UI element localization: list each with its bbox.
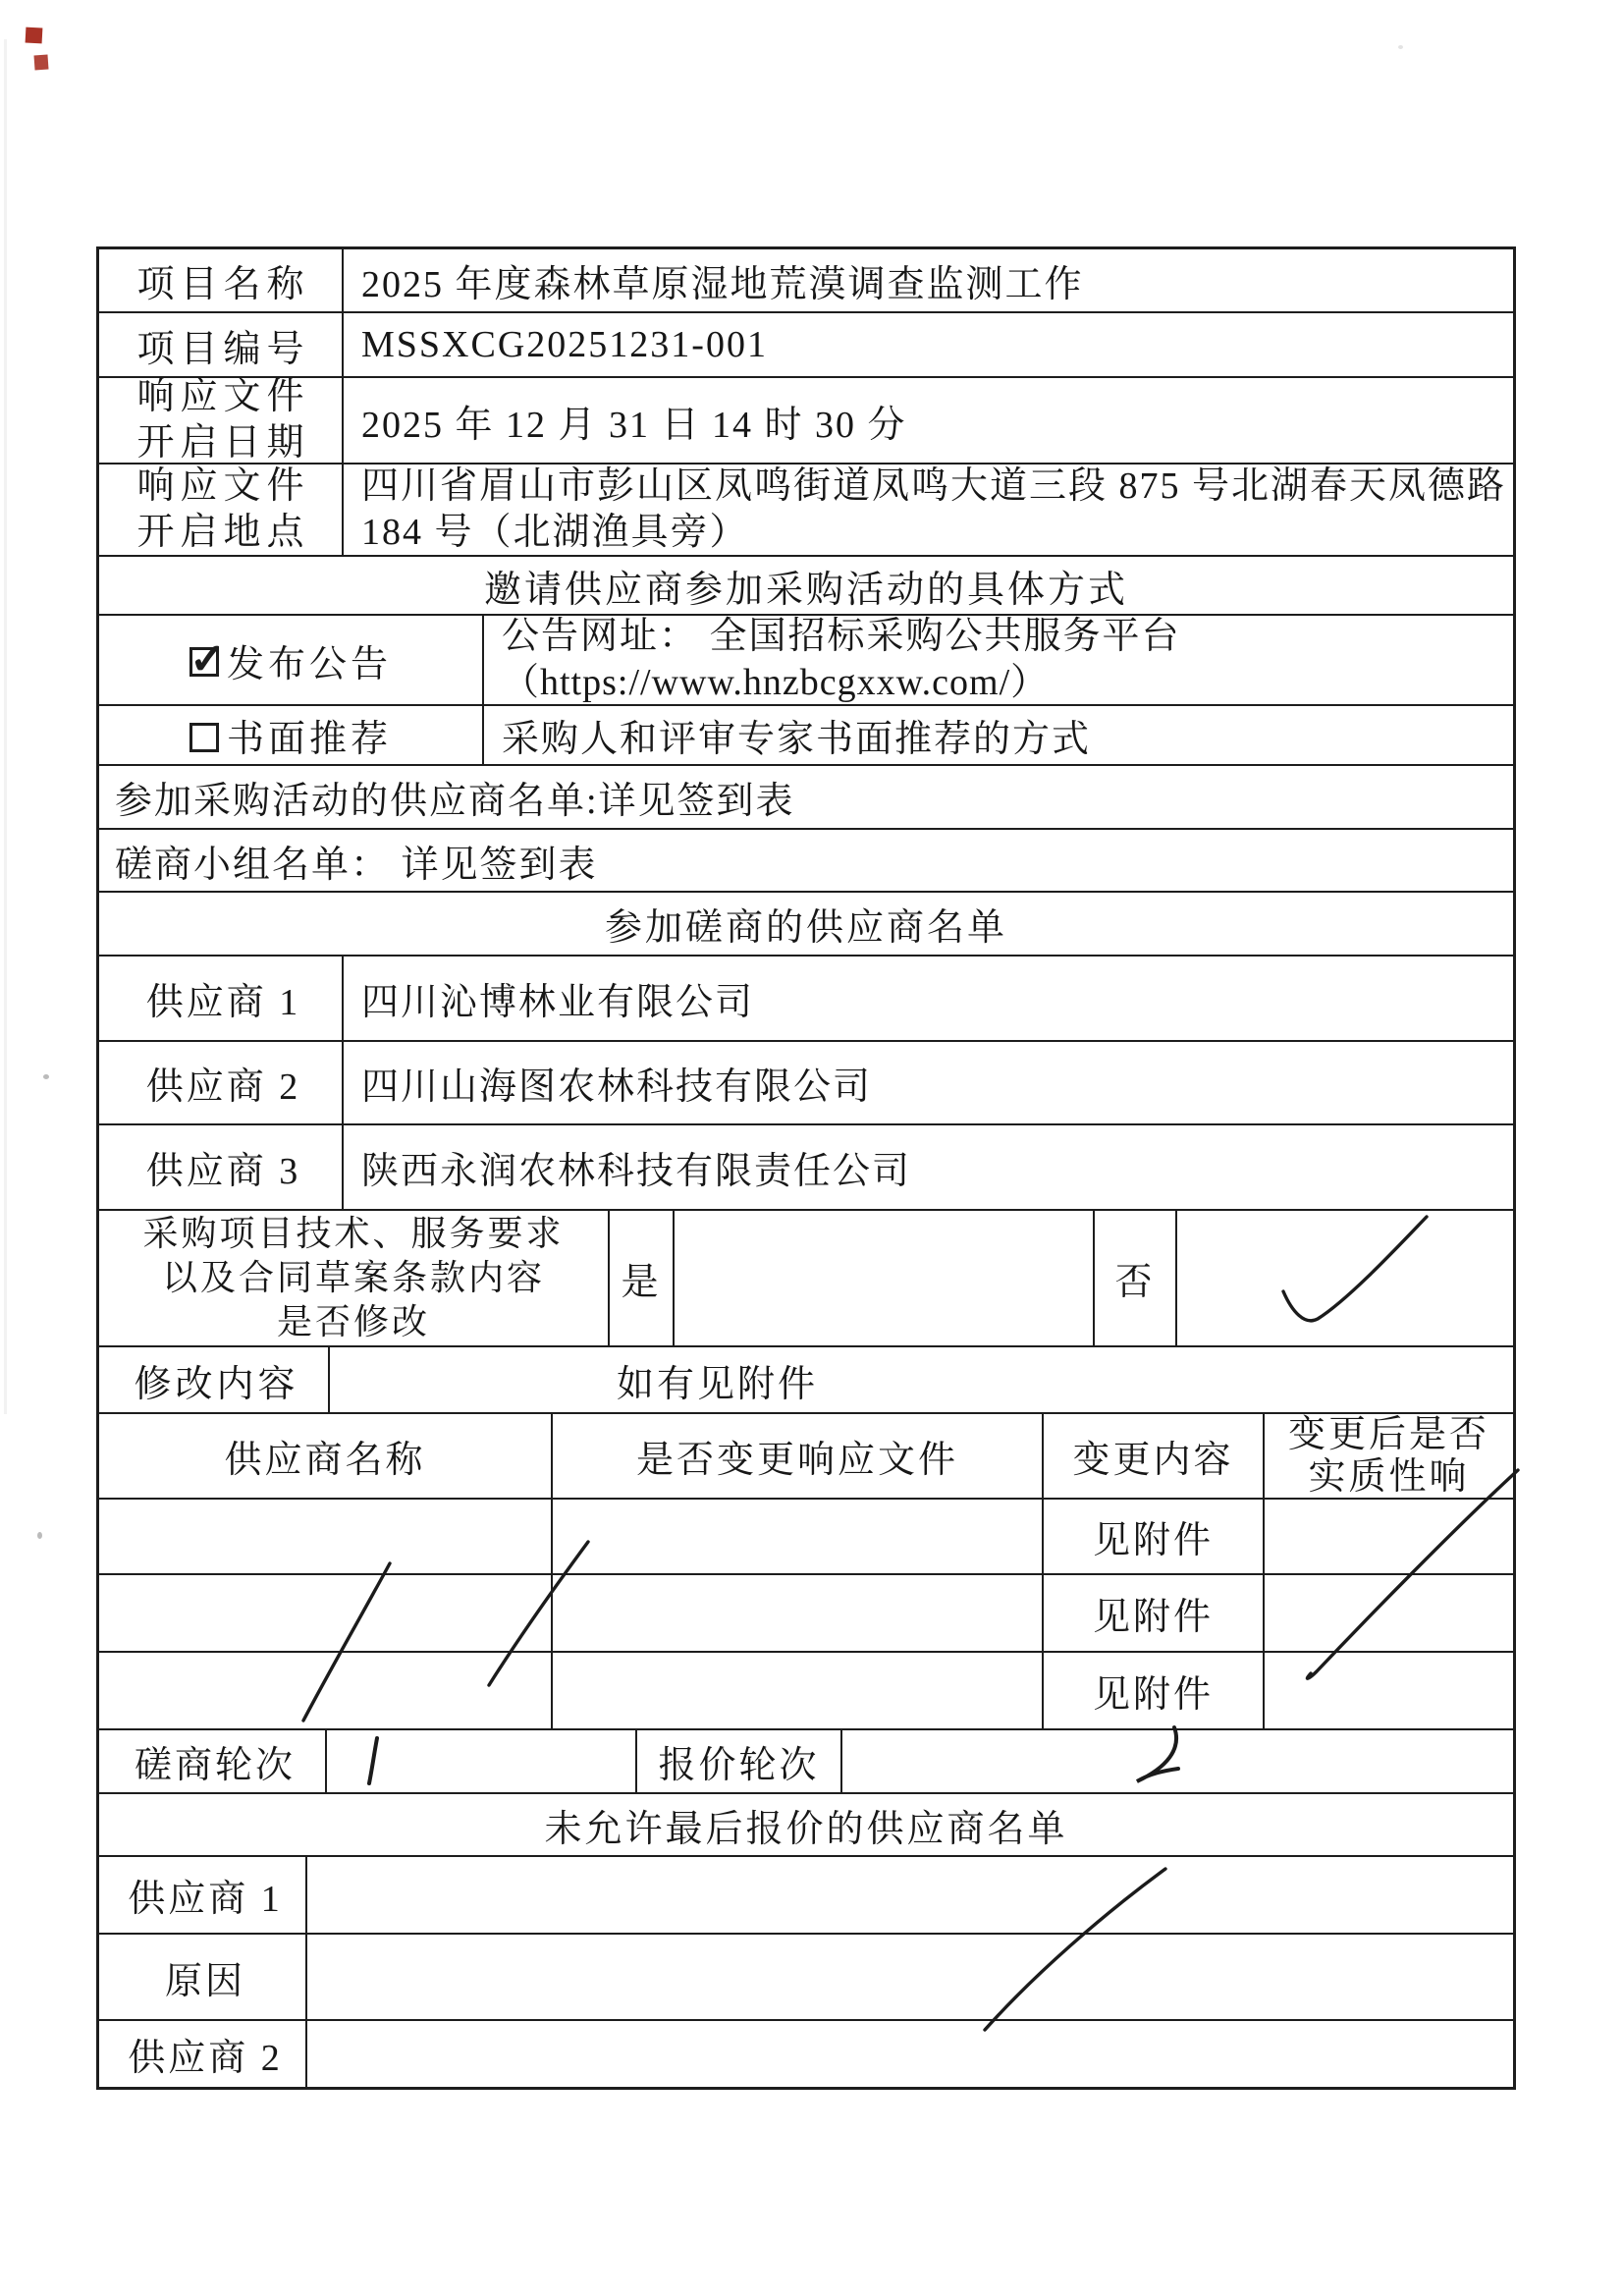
row-written-recommend	[99, 706, 1513, 766]
open-date-label-line2: 开启日期	[136, 422, 310, 464]
final-reason-label: 原因	[99, 1935, 307, 2019]
change-col-changed: 是否变更响应文件	[553, 1414, 1044, 1498]
supplier-1-name: 四川沁博林业有限公司	[361, 982, 755, 1023]
change-row1-changed-cell	[553, 1500, 1044, 1573]
change-col-substantial-line2: 实质性响	[1308, 1455, 1470, 1498]
change-row3-substantial-cell	[1265, 1653, 1513, 1728]
final-quote-row-reason	[99, 1935, 1513, 2021]
announce-site-line: 公告网址： 全国招标采购公共服务平台	[502, 616, 1181, 657]
panel-note: 磋商小组名单： 详见签到表	[115, 844, 598, 886]
open-date-value: 2025 年 12 月 31 日 14 时 30 分	[361, 404, 907, 446]
change-row3-content: 见附件	[1044, 1653, 1265, 1728]
written-recommend-label: 书面推荐	[226, 719, 392, 760]
scan-speck	[1398, 45, 1403, 49]
row-panel-note	[99, 830, 1513, 893]
project-number-label: 项目编号	[99, 313, 344, 376]
final-supplier-1-label: 供应商 1	[99, 1857, 307, 1933]
scan-speck	[43, 1074, 49, 1079]
row-participants-note	[99, 766, 1513, 830]
modify-yes-label: 是	[610, 1211, 675, 1345]
final-supplier-2-label: 供应商 2	[99, 2021, 307, 2087]
row-open-place	[99, 465, 1513, 557]
supplier-2-name: 四川山海图农林科技有限公司	[361, 1066, 873, 1108]
participants-note: 参加采购活动的供应商名单:详见签到表	[115, 781, 795, 822]
row-rounds	[99, 1730, 1513, 1794]
final-supplier-2-value-cell	[307, 2021, 1513, 2087]
row-project-number	[99, 313, 1513, 378]
modify-question-line3: 是否修改	[276, 1302, 430, 1341]
open-place-value-line1: 四川省眉山市彭山区凤鸣街道凤鸣大道三段 875 号北湖春天凤德路	[361, 465, 1507, 507]
change-col-substantial	[1265, 1414, 1513, 1498]
final-reason-value-cell	[307, 1935, 1513, 2019]
final-supplier-1-value-cell	[307, 1857, 1513, 1933]
final-quote-header: 未允许最后报价的供应商名单	[544, 1808, 1068, 1850]
project-number-value: MSSXCG20251231-001	[361, 324, 768, 365]
change-row3-changed-cell	[553, 1653, 1044, 1728]
change-col-content: 变更内容	[1044, 1414, 1265, 1498]
change-row1-substantial-cell	[1265, 1500, 1513, 1573]
row-final-quote-header	[99, 1794, 1513, 1857]
change-row3-supplier-cell	[99, 1653, 553, 1728]
change-table-row-1	[99, 1500, 1513, 1575]
change-row1-content: 见附件	[1044, 1500, 1265, 1573]
open-place-label-line2: 开启地点	[136, 512, 310, 553]
row-modify-content	[99, 1347, 1513, 1414]
quote-round-value-cell	[842, 1730, 1513, 1792]
written-recommend-value: 采购人和评审专家书面推荐的方式	[502, 719, 1092, 760]
red-corner-mark	[33, 55, 48, 71]
row-open-date	[99, 378, 1513, 465]
row-invite-header	[99, 557, 1513, 616]
procurement-form-table	[96, 246, 1516, 2090]
row-project-name	[99, 249, 1513, 313]
announce-value	[484, 616, 1513, 704]
modify-no-label: 否	[1095, 1211, 1177, 1345]
row-negotiation-header	[99, 893, 1513, 957]
negotiation-suppliers-header: 参加磋商的供应商名单	[604, 907, 1007, 949]
project-name-value: 2025 年度森林草原湿地荒漠调查监测工作	[361, 264, 1084, 305]
supplier-1-label: 供应商 1	[99, 957, 344, 1040]
open-place-value-line2: 184 号（北湖渔具旁）	[361, 512, 749, 553]
change-row2-changed-cell	[553, 1575, 1044, 1651]
open-place-label	[99, 465, 344, 555]
row-supplier-1	[99, 957, 1513, 1042]
announce-option	[99, 616, 484, 704]
open-place-label-line1: 响应文件	[136, 465, 310, 507]
invite-method-header: 邀请供应商参加采购活动的具体方式	[483, 569, 1128, 611]
unchecked-checkbox-icon	[189, 723, 219, 752]
row-supplier-2	[99, 1042, 1513, 1125]
modify-question-label	[99, 1211, 610, 1345]
row-announce	[99, 616, 1513, 706]
modify-question-line1: 采购项目技术、服务要求	[142, 1214, 565, 1253]
negotiation-round-value-cell	[327, 1730, 637, 1792]
change-table-row-3	[99, 1653, 1513, 1730]
row-supplier-3	[99, 1125, 1513, 1211]
announce-url-line: （https://www.hnzbcgxxw.com/）	[502, 662, 1050, 703]
change-row2-supplier-cell	[99, 1575, 553, 1651]
modify-no-answer-cell	[1177, 1211, 1513, 1345]
change-col-substantial-line1: 变更后是否	[1287, 1413, 1489, 1455]
written-recommend-option	[99, 706, 484, 764]
quote-round-label: 报价轮次	[637, 1730, 842, 1792]
supplier-2-label: 供应商 2	[99, 1042, 344, 1123]
negotiation-round-label: 磋商轮次	[99, 1730, 327, 1792]
final-quote-row-supplier1	[99, 1857, 1513, 1935]
row-modify-question	[99, 1211, 1513, 1347]
checked-checkbox-icon	[189, 647, 219, 677]
change-row1-supplier-cell	[99, 1500, 553, 1573]
open-place-value	[344, 465, 1513, 555]
change-col-supplier: 供应商名称	[99, 1414, 553, 1498]
project-name-label: 项目名称	[99, 249, 344, 311]
scan-speck	[37, 1532, 42, 1539]
red-corner-mark	[26, 27, 43, 44]
scan-edge-artifact	[4, 39, 7, 1414]
announce-label: 发布公告	[226, 643, 392, 685]
final-quote-row-supplier2	[99, 2021, 1513, 2087]
modify-question-line2: 以及合同草案条款内容	[161, 1258, 545, 1297]
change-table-row-2	[99, 1575, 1513, 1653]
row-change-table-header	[99, 1414, 1513, 1500]
change-row2-substantial-cell	[1265, 1575, 1513, 1651]
open-date-label	[99, 378, 344, 463]
supplier-3-label: 供应商 3	[99, 1125, 344, 1209]
open-date-label-line1: 响应文件	[136, 376, 310, 417]
modify-content-value: 如有见附件	[617, 1363, 819, 1405]
modify-content-label: 修改内容	[99, 1347, 330, 1412]
supplier-3-name: 陕西永润农林科技有限责任公司	[361, 1151, 912, 1192]
change-row2-content: 见附件	[1044, 1575, 1265, 1651]
modify-yes-answer-cell	[675, 1211, 1095, 1345]
